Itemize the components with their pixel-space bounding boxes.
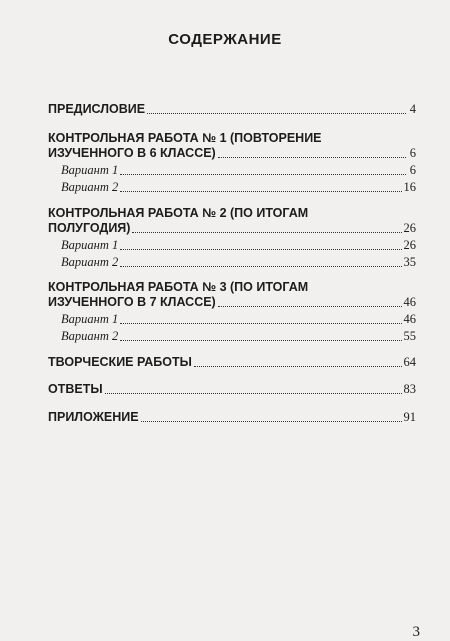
toc-entry-label: ПРЕДИСЛОВИЕ bbox=[48, 102, 146, 116]
toc-subentry-test-2-variant-1[interactable] bbox=[48, 238, 416, 253]
toc-page-number: 6 bbox=[409, 146, 416, 160]
toc-page-number: 26 bbox=[403, 238, 416, 252]
leader-dots bbox=[132, 231, 401, 233]
toc-entry-test-1[interactable] bbox=[48, 146, 416, 161]
toc-entry-label: ПОЛУГОДИЯ) bbox=[48, 221, 131, 235]
toc-subentry-label: Вариант 2 bbox=[61, 255, 119, 269]
toc-entry-test-2[interactable] bbox=[48, 221, 416, 236]
toc-subentry-label: Вариант 1 bbox=[61, 238, 119, 252]
toc-entry-preface[interactable] bbox=[48, 102, 416, 117]
toc-page-number: 16 bbox=[403, 180, 416, 194]
toc-entry-heading-line: КОНТРОЛЬНАЯ РАБОТА № 2 (ПО ИТОГАМ bbox=[48, 206, 309, 220]
leader-dots bbox=[120, 248, 401, 250]
leader-dots bbox=[141, 420, 402, 422]
toc-page-number: 35 bbox=[403, 255, 416, 269]
toc-entry-answers[interactable] bbox=[48, 382, 416, 397]
toc-subentry-label: Вариант 1 bbox=[61, 312, 119, 326]
toc-page-number: 46 bbox=[403, 312, 416, 326]
page-number: 3 bbox=[412, 624, 420, 640]
toc-page-number: 4 bbox=[409, 102, 416, 116]
leader-dots bbox=[218, 305, 402, 307]
toc-subentry-test-1-variant-2[interactable] bbox=[48, 180, 416, 195]
toc-entry-creative-works[interactable] bbox=[48, 355, 416, 370]
toc-page-number: 55 bbox=[403, 329, 416, 343]
toc-subentry-test-3-variant-2[interactable] bbox=[48, 329, 416, 344]
table-of-contents bbox=[48, 0, 416, 635]
toc-page-number: 6 bbox=[409, 163, 416, 177]
toc-subentry-test-3-variant-1[interactable] bbox=[48, 312, 416, 327]
toc-entry-heading-line: КОНТРОЛЬНАЯ РАБОТА № 1 (ПОВТОРЕНИЕ bbox=[48, 131, 322, 145]
toc-entry-label: ОТВЕТЫ bbox=[48, 382, 103, 396]
toc-page-number: 91 bbox=[403, 410, 416, 424]
leader-dots bbox=[120, 173, 406, 175]
leader-dots bbox=[147, 112, 406, 114]
leader-dots bbox=[120, 339, 401, 341]
toc-subentry-test-1-variant-1[interactable] bbox=[48, 163, 416, 178]
toc-subentry-label: Вариант 1 bbox=[61, 163, 119, 177]
leader-dots bbox=[105, 392, 402, 394]
toc-page-number: 26 bbox=[403, 221, 416, 235]
toc-entry-label: ТВОРЧЕСКИЕ РАБОТЫ bbox=[48, 355, 192, 369]
page-title: СОДЕРЖАНИЕ bbox=[168, 31, 282, 48]
toc-subentry-label: Вариант 2 bbox=[61, 180, 119, 194]
leader-dots bbox=[120, 265, 401, 267]
toc-page-number: 64 bbox=[403, 355, 416, 369]
toc-page-number: 46 bbox=[403, 295, 416, 309]
toc-subentry-label: Вариант 2 bbox=[61, 329, 119, 343]
toc-entry-label: ИЗУЧЕННОГО В 7 КЛАССЕ) bbox=[48, 295, 216, 309]
leader-dots bbox=[194, 365, 402, 367]
toc-entry-label: ПРИЛОЖЕНИЕ bbox=[48, 410, 139, 424]
leader-dots bbox=[120, 322, 401, 324]
toc-entry-test-3[interactable] bbox=[48, 295, 416, 310]
toc-subentry-test-2-variant-2[interactable] bbox=[48, 255, 416, 270]
toc-entry-heading-line: КОНТРОЛЬНАЯ РАБОТА № 3 (ПО ИТОГАМ bbox=[48, 280, 309, 294]
leader-dots bbox=[218, 156, 406, 158]
toc-page-number: 83 bbox=[403, 382, 416, 396]
toc-entry-label: ИЗУЧЕННОГО В 6 КЛАССЕ) bbox=[48, 146, 216, 160]
leader-dots bbox=[120, 190, 401, 192]
toc-entry-appendix[interactable] bbox=[48, 410, 416, 425]
